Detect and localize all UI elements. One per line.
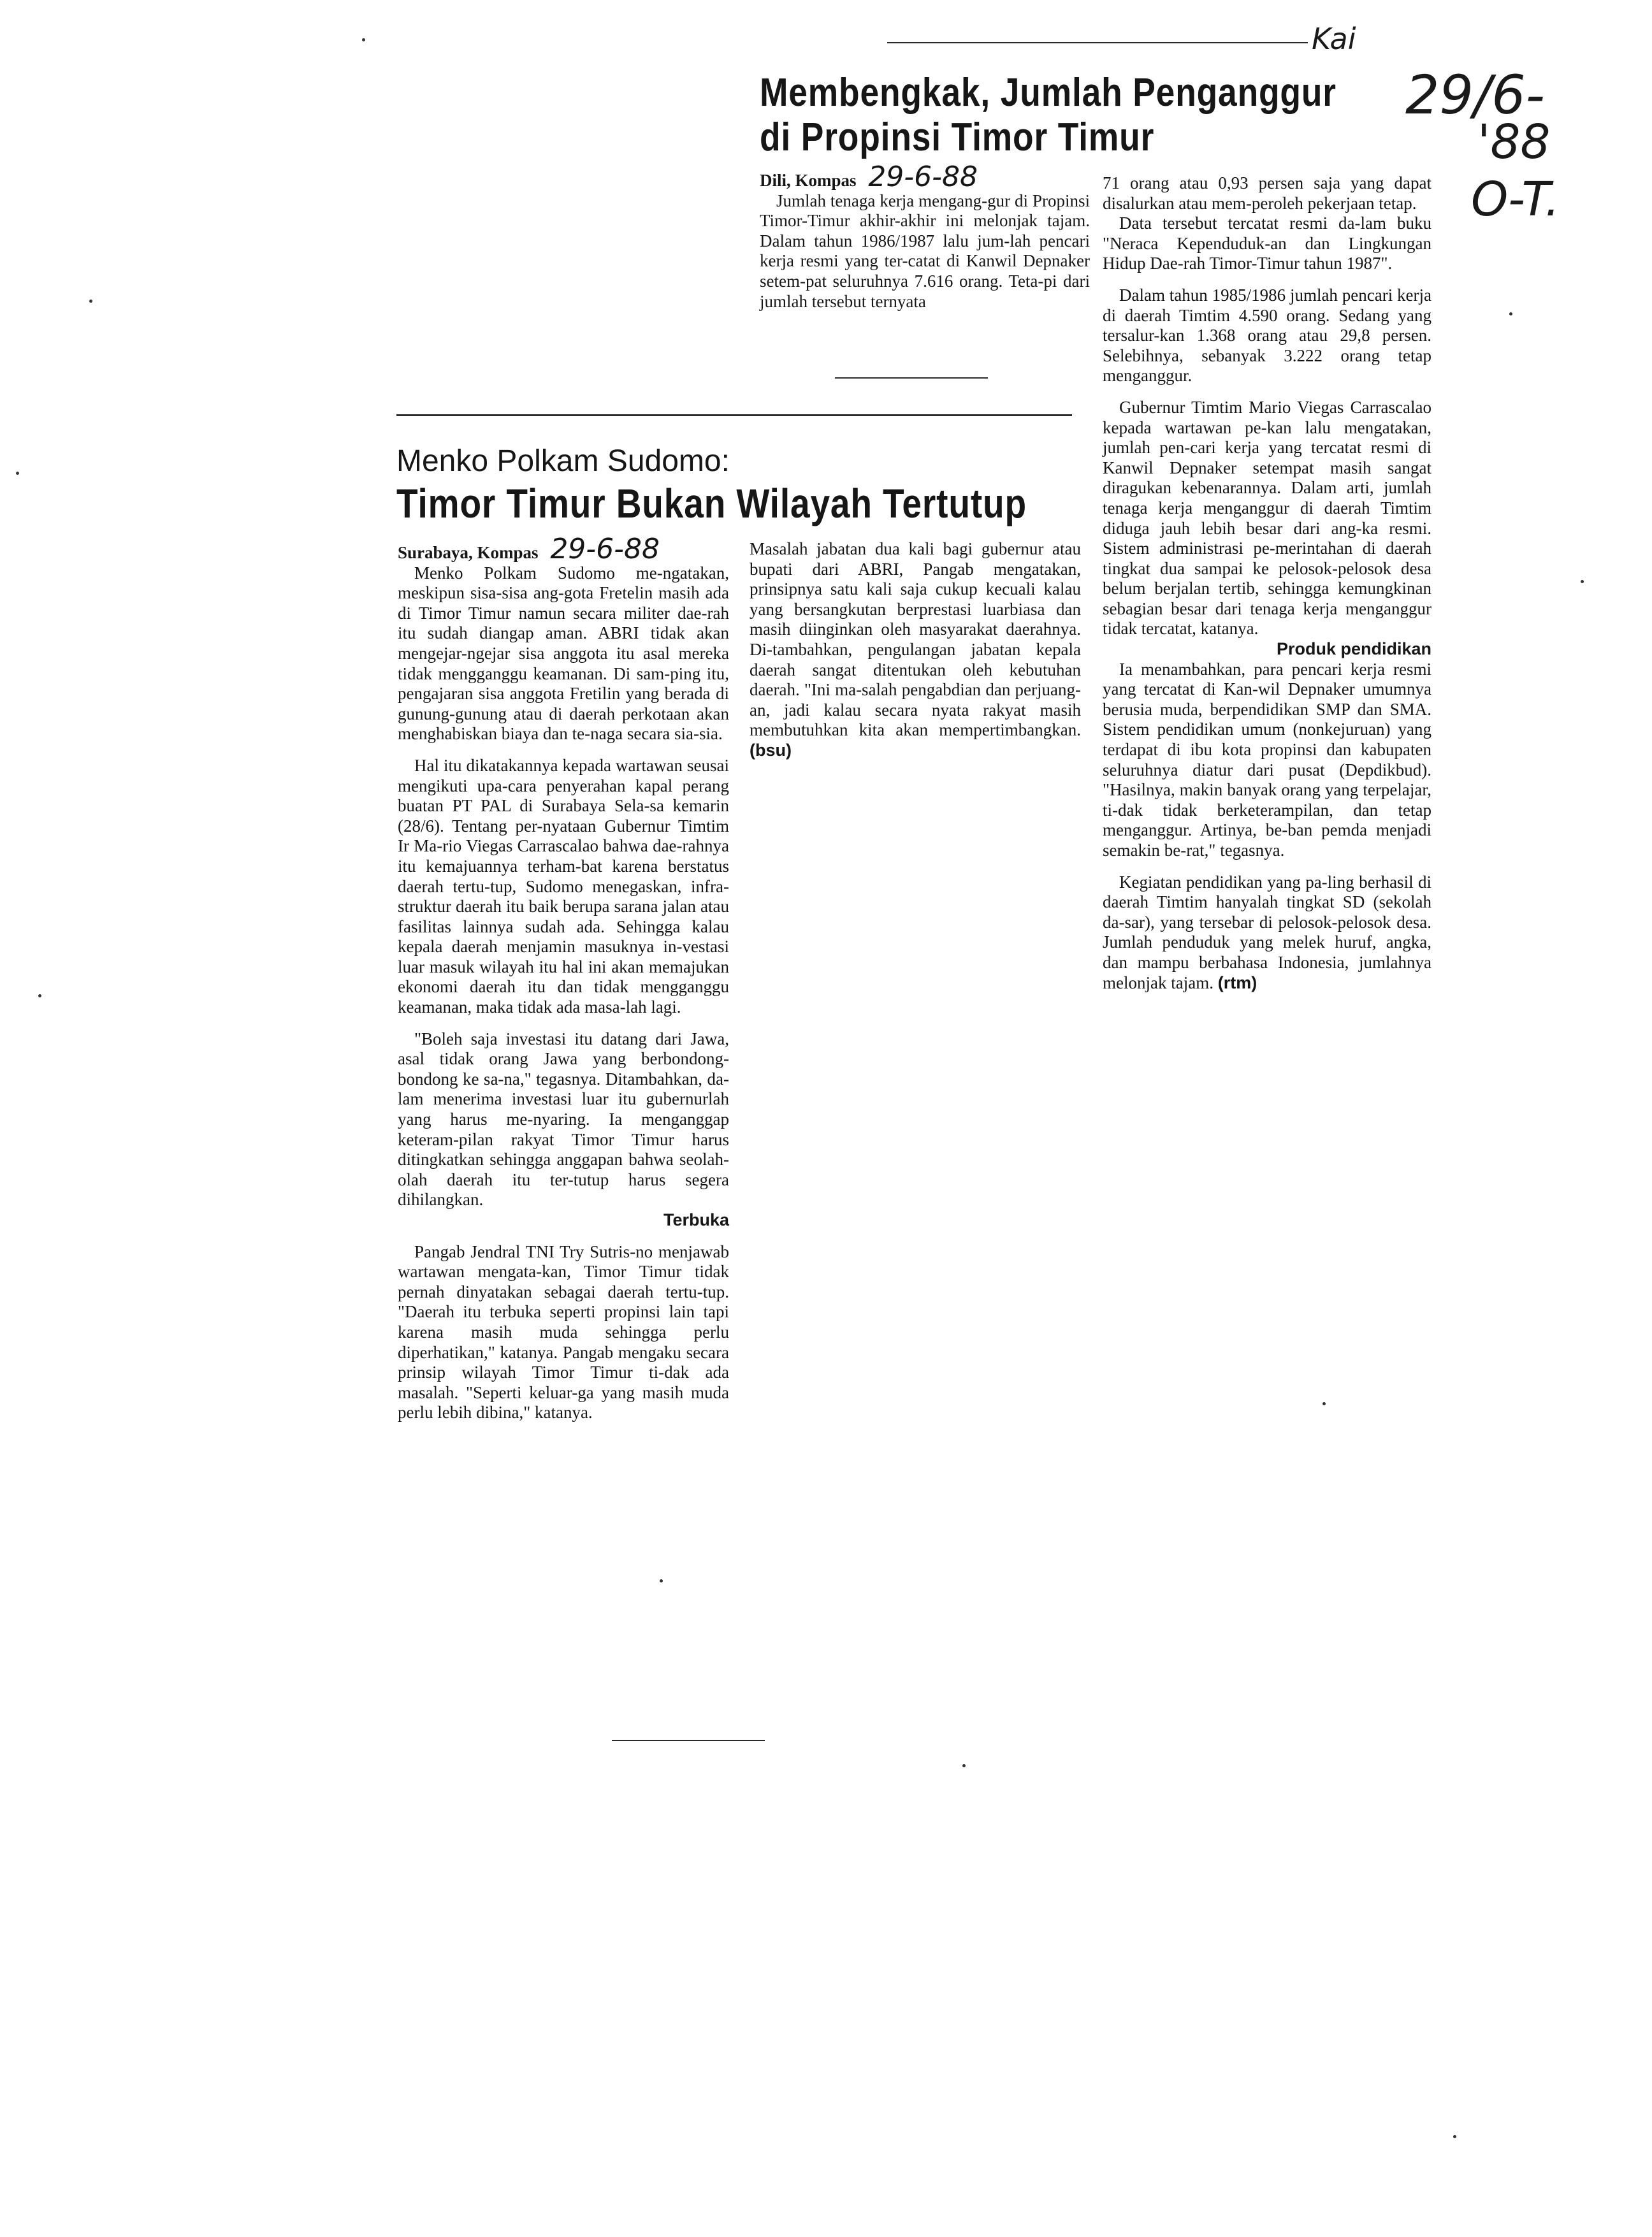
scan-speck: [660, 1579, 663, 1582]
article2-dateline: Surabaya, Kompas: [398, 543, 539, 562]
margin-date-day: 29/6-: [1405, 64, 1545, 126]
article2-column1: [398, 533, 729, 1423]
article1-paragraph: Gubernur Timtim Mario Viegas Carrascalao kepada wartawan pe-kan lalu mengatakan, jumlah pen-cari kerja yang tercatat resmi di Kanwil Depnaker setempat masih sangat diragukan kebenarannya. Dalam arti, jumlah tenaga kerja menganggur di daerah Timtim diduga jauh lebih besar dari ang-ka resmi. Sistem administrasi pe-merintahan di daerah tingkat dua sampai ke pelosok-pelosok desa belum berjalan tertib, sehingga kemungkinan sebagian besar dari tenaga kerja menganggur tidak tercatat, katanya.: [1103, 397, 1431, 639]
article2-column2: [750, 539, 1081, 761]
article1-column1: [760, 161, 1090, 312]
article1-paragraph-text: Kegiatan pendidikan yang pa-ling berhasil di daerah Timtim hanyalah tingkat SD (sekolah da-sar), yang tersebar di pelosok-pelosok desa. Jumlah penduduk yang melek huruf, angka, dan mampu berbahasa Indonesia, jumlahnya melonjak tajam.: [1103, 872, 1431, 992]
article1-paragraph: 71 orang atau 0,93 persen saja yang dapat disalurkan atau mem-peroleh pekerjaan tetap.: [1103, 173, 1431, 213]
article1-paragraph: Ia menambahkan, para pencari kerja resmi yang tercatat di Kan-wil Depnaker umumnya berusia muda, berpendidikan SMP dan SMA. Sistem pendidikan umum (nonkejuruan) yang terdapat di ibu kota propinsi dan kabupaten seluruhnya diatur dari pusat (Depdikbud). "Hasilnya, makin banyak orang yang terpelajar, ti-dak tidak berketerampilan, dan tetap menganggur. Artinya, be-ban pemda menjadi semakin be-rat," tegasnya.: [1103, 659, 1431, 860]
handwritten-mark: Kai: [1312, 22, 1356, 56]
scan-speck: [1509, 312, 1512, 315]
article1-headline-line1: Membengkak, Jumlah Penganggur: [760, 71, 1337, 115]
article1-column2: [1103, 173, 1431, 993]
article2-kicker: Menko Polkam Sudomo:: [396, 444, 730, 478]
article1-headline-line2: di Propinsi Timor Timur: [760, 115, 1155, 159]
margin-date-year: '88: [1477, 115, 1551, 170]
article2-hand-date: 29-6-88: [550, 533, 660, 565]
scan-speck: [362, 38, 365, 41]
article2-paragraph: Menko Polkam Sudomo me-ngatakan, meskipun sisa-sisa ang-gota Fretelin masih ada di Timor Timur namun secara militer dae-rah itu sudah diangap aman. ABRI tidak akan mengejar-ngejar sisa anggota itu asal mereka tidak mengganggu keamanan. Di sam-ping itu, pengajaran sisa anggota Fretilin yang berada di gunung-gunung atau di daerah perkotaan akan menghabiskan biaya dan te-naga secara sia-sia.: [398, 563, 729, 744]
article1-column-end-rule: [835, 377, 988, 379]
scan-speck: [1581, 580, 1584, 583]
article1-subhead: Produk pendidikan: [1276, 639, 1431, 659]
article2-paragraph: Pangab Jendral TNI Try Sutris-no menjawab wartawan mengata-kan, Timor Timur tidak pernah dinyatakan sebagai daerah tertu-tup. "Daerah itu terbuka seperti propinsi lain tapi karena masih muda sehingga perlu diperhatikan," katanya. Pangab mengaku secara prinsip wilayah Timor Timur ti-dak ada masalah. "Seperti keluar-ga yang masih muda perlu lebih dibina," katanya.: [398, 1242, 729, 1423]
margin-note: O-T.: [1471, 172, 1560, 227]
article1-paragraph: [1103, 872, 1431, 994]
scan-speck: [16, 472, 19, 475]
article1-paragraph: Data tersebut tercatat resmi da-lam buku "Neraca Kependuduk-an dan Lingkungan Hidup Dae-rah Timor-Timur tahun 1987".: [1103, 214, 1431, 273]
article1-hand-date: 29-6-88: [868, 161, 978, 193]
scan-speck: [1453, 2135, 1456, 2138]
scan-speck: [89, 300, 92, 303]
scan-speck: [1322, 1402, 1326, 1405]
article2-signature: (bsu): [750, 740, 792, 760]
scan-speck: [962, 1764, 966, 1767]
article1-dateline: Dili, Kompas: [760, 171, 857, 190]
article1-signature: (rtm): [1217, 973, 1257, 992]
top-rule: [887, 42, 1308, 43]
scan-speck: [38, 994, 41, 997]
article2-paragraph: "Boleh saja investasi itu datang dari Jawa, asal tidak orang Jawa yang berbondong-bondong ke sa-na," tegasnya. Ditambahkan, da-lam menerima investasi luar itu gubernurlah yang harus me-nyaring. Ia menganggap keteram-pilan rakyat Timor Timur harus ditingkatkan sehingga anggapan bahwa seolah-olah daerah itu ter-tutup harus segera dihilangkan.: [398, 1029, 729, 1210]
article1-paragraph: Dalam tahun 1985/1986 jumlah pencari kerja di daerah Timtim 4.590 orang. Sedang yang tersalur-kan 1.368 orang atau 29,8 persen. Selebihnya, sebanyak 3.222 orang tetap menganggur.: [1103, 285, 1431, 386]
article2-headline: Timor Timur Bukan Wilayah Tertutup: [396, 481, 1027, 526]
article2-subhead: Terbuka: [663, 1210, 729, 1229]
article2-paragraph-text: Masalah jabatan dua kali bagi gubernur atau bupati dari ABRI, Pangab mengatakan, prinsipnya satu kali saja cukup kecuali kalau yang bersangkutan berprestasi luarbiasa dan masih diinginkan oleh masyarakat daerahnya. Di-tambahkan, pengulangan jabatan kepala daerah sangat ditentukan oleh kebutuhan daerah. "Ini ma-salah pengabdian dan perjuang-an, jadi kalau secara nyata rakyat masih membutuhkan kita akan mempertimbangkan.: [750, 539, 1081, 740]
article1-paragraph: Jumlah tenaga kerja mengang-gur di Propinsi Timor-Timur akhir-akhir ini melonjak tajam. Dalam tahun 1986/1987 lalu jum-lah pencari kerja resmi yang ter-catat di Kanwil Depnaker setem-pat seluruhnya 7.616 orang. Teta-pi dari jumlah tersebut ternyata: [760, 191, 1090, 311]
article2-paragraph: Hal itu dikatakannya kepada wartawan seusai mengikuti upa-cara penyerahan kapal perang buatan PT PAL di Surabaya Sela-sa kemarin (28/6). Tentang per-nyataan Gubernur Timtim Ir Ma-rio Viegas Carrascalao bahwa dae-rahnya itu kemajuannya terham-bat karena berstatus daerah tertu-tup, Sudomo menegaskan, infra-struktur daerah itu baik berupa sarana jalan atau fasilitas lainnya sudah ada. Sehingga kalau kepala daerah menjamin masuknya in-vestasi luar masuk wilayah itu hal ini akan memajukan ekonomi daerah itu dan tidak mengganggu keamanan, maka tidak ada masa-lah lagi.: [398, 755, 729, 1017]
article2-column-end-rule: [612, 1740, 765, 1741]
article2-top-rule: [396, 414, 1072, 416]
